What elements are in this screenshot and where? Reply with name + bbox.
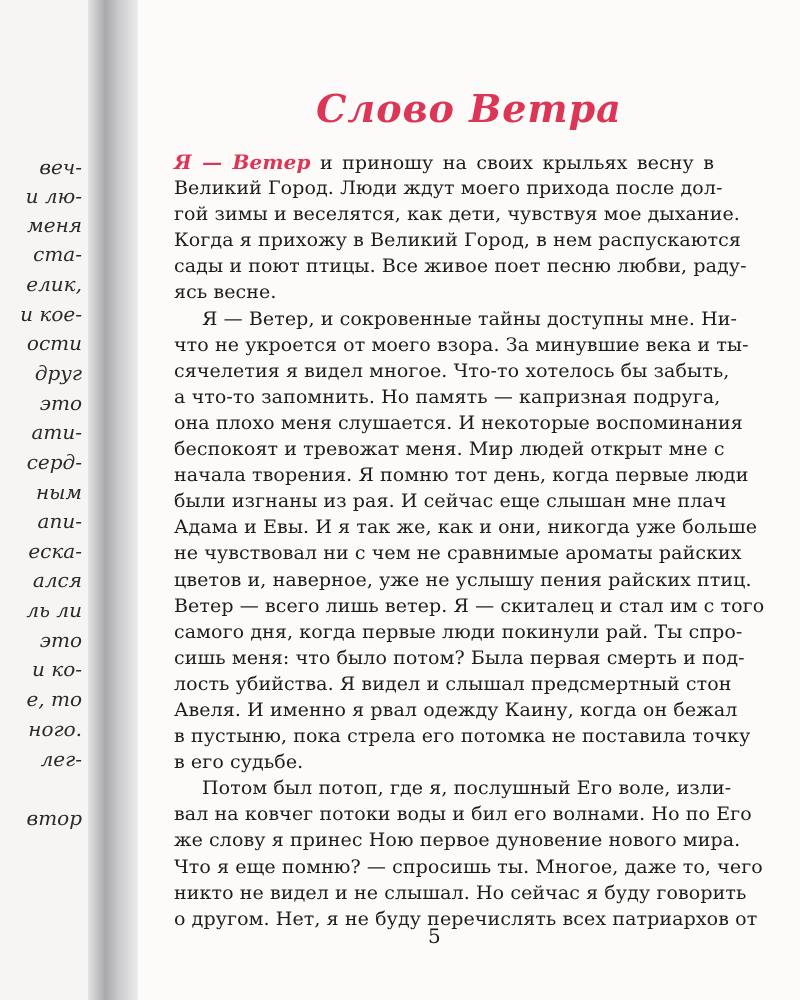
left-page-fragment: еска-	[28, 539, 82, 563]
text-line: были изгнаны из рая. И сейчас еще слышан мне плач	[174, 490, 727, 513]
left-page-fragment: друг	[34, 361, 82, 385]
left-page-fragment: ати-	[31, 420, 82, 444]
lead-phrase: Я — Ветер	[174, 150, 311, 174]
text-line: вал на ковчег потоки воды и бил его волнами. Но по Его	[174, 803, 752, 826]
left-page-fragment: это	[39, 628, 82, 652]
left-page-fragment: веч-	[39, 155, 82, 179]
left-page-fragment: ости	[26, 331, 82, 355]
text-line: Адама и Евы. И я так же, как и они, никогда уже больше	[174, 516, 758, 539]
text-line: самого дня, когда первые люди покинули рай. Ты спро-	[174, 620, 743, 643]
left-page-fragment: апи-	[37, 509, 82, 533]
text-line: сячелетия я видел многое. Что-то хотелось бы забыть,	[174, 359, 730, 382]
left-page-fragment: и кое-	[20, 302, 82, 326]
text-line: цветов и, наверное, уже не услышу пения райских птиц.	[174, 568, 752, 591]
left-page	[0, 0, 92, 1000]
text-line: Когда я прихожу в Великий Город, в нем распускаются	[174, 229, 741, 252]
chapter-title: Слово Ветра	[316, 86, 622, 131]
text-line: о другом. Нет, я не буду перечислять всех патриархов от	[174, 907, 758, 930]
text-line: а что-то запомнить. Но память — капризная подруга,	[174, 385, 721, 408]
text-line: Ветер — всего лишь ветер. Я — скиталец и стал им с того	[174, 594, 765, 617]
left-page-fragment: е, то	[26, 687, 82, 711]
left-page-fragment: втор	[26, 806, 82, 830]
text-line: Великий Город. Люди ждут моего прихода после дол-	[174, 177, 723, 200]
left-page-fragment: ного.	[28, 717, 82, 741]
left-page-fragment: елик,	[26, 272, 82, 296]
text-line: никто не видел и не слышал. Но сейчас я буду говорить	[174, 881, 747, 904]
book-gutter	[88, 0, 138, 1000]
left-page-fragment: ста-	[33, 242, 82, 266]
text-line: она плохо меня слушается. И некоторые воспоминания	[174, 411, 743, 434]
text-line: Потом был потоп, где я, послушный Его воле, изли-	[202, 777, 732, 800]
text-line: Что я еще помню? — спросишь ты. Многое, даже то, чего	[174, 855, 763, 878]
left-page-fragment: и ко-	[32, 657, 82, 681]
text-line: Авеля. И именно я рвал одежду Каину, когда он бежал	[174, 698, 738, 721]
text-line: что не укроется от моего взора. За минувшие века и ты-	[174, 333, 749, 356]
text-line: лость убийства. Я видел и слышал предсмертный стон	[174, 672, 732, 695]
left-page-fragment: и лю-	[25, 184, 82, 208]
left-page-fragment: ль ли	[26, 598, 82, 622]
left-page-fragment: ался	[32, 568, 82, 592]
text-line: же слову я принес Ною первое дуновение нового мира.	[174, 829, 741, 852]
left-page-fragment: серд-	[26, 450, 82, 474]
left-page-fragment: меня	[27, 213, 82, 237]
chapter-text	[174, 149, 765, 932]
left-page-fragment: лег-	[40, 747, 82, 771]
text-line: Я — Ветер, и сокровенные тайны доступны мне. Ни-	[202, 307, 738, 330]
left-page-fragment: это	[39, 391, 82, 415]
text-line: ясь весне.	[174, 281, 277, 304]
text-line: гой зимы и веселятся, как дети, чувствуя мое дыхание.	[174, 203, 740, 226]
left-page-fragment: ным	[35, 480, 82, 504]
text-line: начала творения. Я помню тот день, когда первые люди	[174, 464, 749, 487]
text-line: беспокоят и тревожат меня. Мир людей открыт мне с	[174, 438, 725, 461]
page-number: 5	[428, 924, 441, 948]
text-line	[174, 149, 714, 175]
text-line: в его судьбе.	[174, 751, 304, 774]
text-line-rest: и приношу на своих крыльях весну в	[310, 152, 714, 174]
text-line: в пустыню, пока стрела его потомка не поставила точку	[174, 725, 751, 748]
text-line: сишь меня: что было потом? Была первая смерть и под-	[174, 646, 745, 669]
text-line: не чувствовал ни с чем не сравнимые ароматы райских	[174, 542, 742, 565]
text-line: сады и поют птицы. Все живое поет песню любви, раду-	[174, 255, 747, 278]
